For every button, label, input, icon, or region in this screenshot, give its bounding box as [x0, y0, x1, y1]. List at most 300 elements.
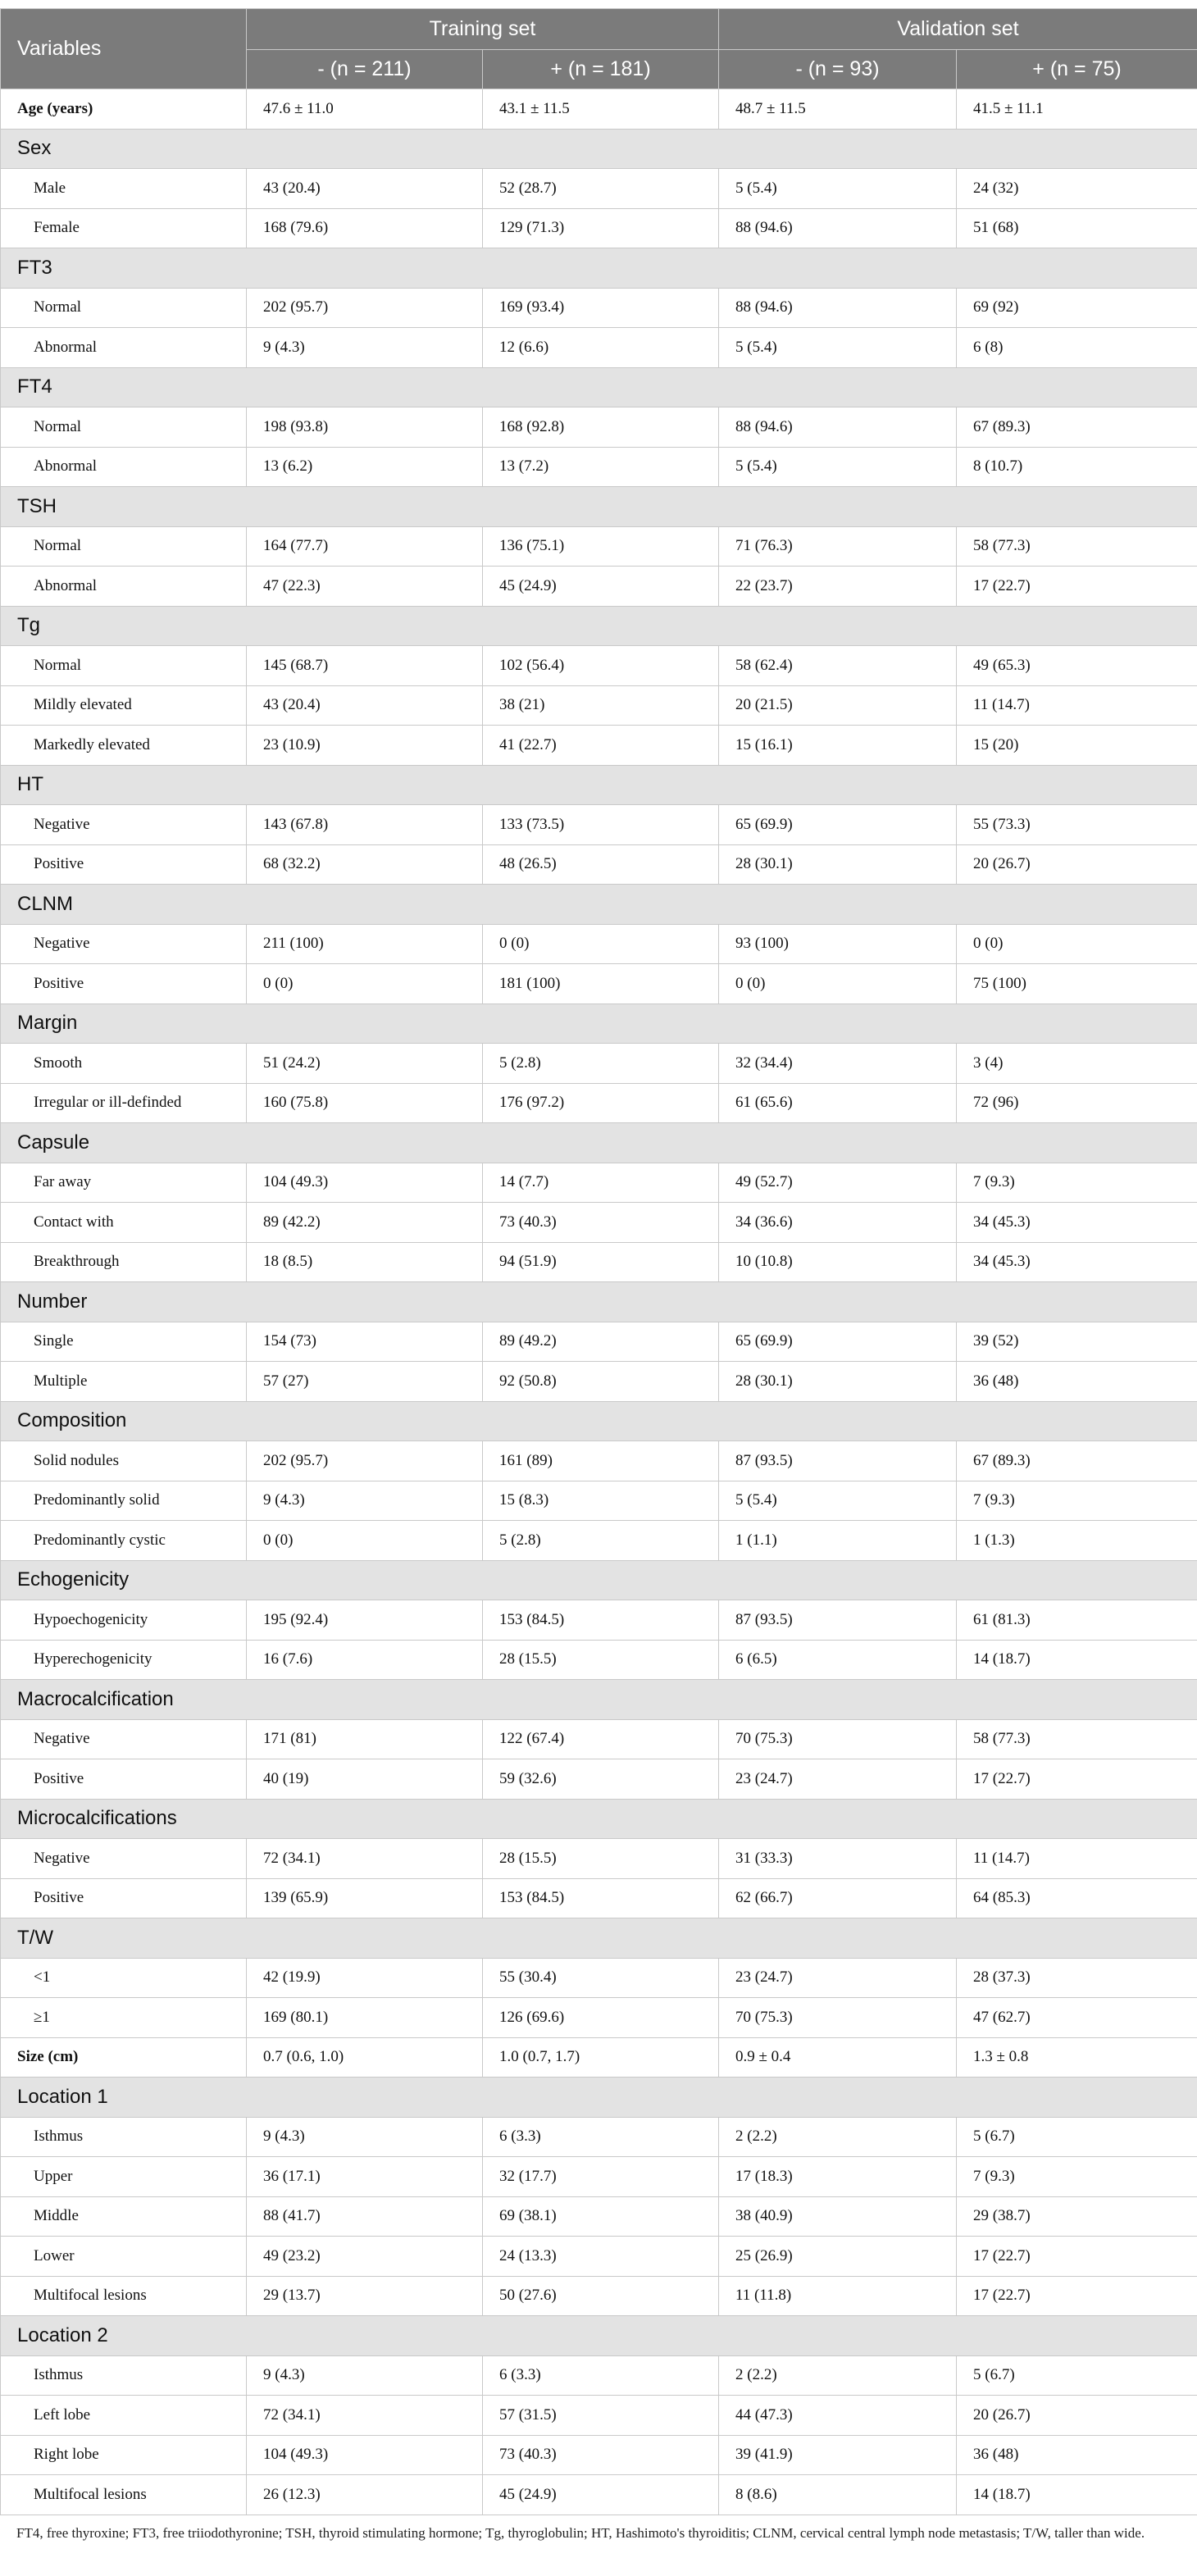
value-cell: 87 (93.5): [719, 1600, 957, 1641]
section-header-row: [1, 367, 1197, 407]
row-label: Female: [1, 208, 247, 248]
section-label: HT: [1, 765, 1197, 805]
value-cell: 26 (12.3): [247, 2475, 483, 2515]
section-label: Location 1: [1, 2078, 1197, 2118]
section-header-row: [1, 885, 1197, 925]
row-label: <1: [1, 1958, 247, 1998]
table-row: [1, 1878, 1197, 1918]
value-cell: 49 (52.7): [719, 1163, 957, 1203]
table-header-row: [1, 9, 1197, 50]
section-header-row: [1, 248, 1197, 289]
value-cell: 20 (26.7): [957, 2396, 1197, 2436]
value-cell: 69 (38.1): [483, 2196, 719, 2237]
row-label: Markedly elevated: [1, 726, 247, 766]
value-cell: 62 (66.7): [719, 1878, 957, 1918]
value-cell: 36 (48): [957, 2435, 1197, 2475]
table-row: [1, 1362, 1197, 1402]
value-cell: 5 (5.4): [719, 328, 957, 368]
value-cell: 69 (92): [957, 288, 1197, 328]
value-cell: 168 (79.6): [247, 208, 483, 248]
value-cell: 202 (95.7): [247, 1441, 483, 1481]
value-cell: 6 (6.5): [719, 1640, 957, 1680]
section-label: Capsule: [1, 1123, 1197, 1163]
value-cell: 70 (75.3): [719, 1998, 957, 2038]
table-row: [1, 567, 1197, 607]
value-cell: 28 (30.1): [719, 844, 957, 885]
value-cell: 17 (18.3): [719, 2157, 957, 2197]
training-set-header: Training set: [247, 9, 719, 50]
baseline-characteristics-table: [0, 8, 1197, 2515]
value-cell: 32 (17.7): [483, 2157, 719, 2197]
value-cell: 71 (76.3): [719, 526, 957, 567]
value-cell: 154 (73): [247, 1322, 483, 1362]
value-cell: 8 (10.7): [957, 447, 1197, 487]
value-cell: 38 (21): [483, 685, 719, 726]
value-cell: 202 (95.7): [247, 288, 483, 328]
table-row: [1, 805, 1197, 845]
value-cell: 14 (7.7): [483, 1163, 719, 1203]
row-label: Hypoechogenicity: [1, 1600, 247, 1641]
value-cell: 41.5 ± 11.1: [957, 89, 1197, 130]
row-label: Left lobe: [1, 2396, 247, 2436]
table-row: [1, 2196, 1197, 2237]
value-cell: 168 (92.8): [483, 407, 719, 448]
training-negative-header: - (n = 211): [247, 50, 483, 89]
value-cell: 39 (52): [957, 1322, 1197, 1362]
value-cell: 8 (8.6): [719, 2475, 957, 2515]
row-label: Mildly elevated: [1, 685, 247, 726]
value-cell: 143 (67.8): [247, 805, 483, 845]
row-label: Smooth: [1, 1044, 247, 1084]
table-row: [1, 89, 1197, 130]
table-container: [0, 8, 1197, 2542]
section-label: Macrocalcification: [1, 1680, 1197, 1720]
table-row: [1, 1600, 1197, 1641]
value-cell: 17 (22.7): [957, 2276, 1197, 2316]
value-cell: 34 (36.6): [719, 1203, 957, 1243]
table-row: [1, 1481, 1197, 1521]
value-cell: 44 (47.3): [719, 2396, 957, 2436]
value-cell: 0.9 ± 0.4: [719, 2037, 957, 2078]
section-label: Sex: [1, 129, 1197, 169]
row-label: Multiple: [1, 1362, 247, 1402]
value-cell: 88 (94.6): [719, 407, 957, 448]
value-cell: 17 (22.7): [957, 1759, 1197, 1800]
table-row: [1, 1958, 1197, 1998]
table-footnote: FT4, free thyroxine; FT3, free triiodothyronine; TSH, thyroid stimulating hormone; Tg, thyroglobulin; HT, Hashimoto's thyroiditis; CLNM, cervical central lymph node metastasis; T/W, taller than wide.: [16, 2524, 1145, 2541]
row-label: Lower: [1, 2237, 247, 2277]
row-label: Irregular or ill-definded: [1, 1083, 247, 1123]
row-label: Negative: [1, 924, 247, 964]
row-label: Far away: [1, 1163, 247, 1203]
section-label: Echogenicity: [1, 1560, 1197, 1600]
section-header-row: [1, 129, 1197, 169]
table-row: [1, 1242, 1197, 1282]
value-cell: 24 (32): [957, 169, 1197, 209]
value-cell: 20 (21.5): [719, 685, 957, 726]
value-cell: 136 (75.1): [483, 526, 719, 567]
value-cell: 16 (7.6): [247, 1640, 483, 1680]
value-cell: 47 (22.3): [247, 567, 483, 607]
value-cell: 3 (4): [957, 1044, 1197, 1084]
value-cell: 181 (100): [483, 964, 719, 1004]
table-row: [1, 2157, 1197, 2197]
row-label: Negative: [1, 1719, 247, 1759]
value-cell: 13 (7.2): [483, 447, 719, 487]
value-cell: 40 (19): [247, 1759, 483, 1800]
value-cell: 67 (89.3): [957, 407, 1197, 448]
row-label: Multifocal lesions: [1, 2276, 247, 2316]
value-cell: 88 (94.6): [719, 288, 957, 328]
section-header-row: [1, 1799, 1197, 1839]
row-label: Size (cm): [1, 2037, 247, 2078]
table-row: [1, 1203, 1197, 1243]
table-row: [1, 1163, 1197, 1203]
table-row: [1, 2276, 1197, 2316]
value-cell: 48.7 ± 11.5: [719, 89, 957, 130]
value-cell: 1.3 ± 0.8: [957, 2037, 1197, 2078]
value-cell: 11 (11.8): [719, 2276, 957, 2316]
value-cell: 55 (73.3): [957, 805, 1197, 845]
row-label: Abnormal: [1, 328, 247, 368]
value-cell: 73 (40.3): [483, 2435, 719, 2475]
value-cell: 11 (14.7): [957, 685, 1197, 726]
value-cell: 92 (50.8): [483, 1362, 719, 1402]
row-label: Positive: [1, 1878, 247, 1918]
value-cell: 25 (26.9): [719, 2237, 957, 2277]
section-header-row: [1, 1004, 1197, 1044]
value-cell: 10 (10.8): [719, 1242, 957, 1282]
table-row: [1, 924, 1197, 964]
table-row: [1, 407, 1197, 448]
value-cell: 9 (4.3): [247, 328, 483, 368]
table-row: [1, 1322, 1197, 1362]
value-cell: 2 (2.2): [719, 2355, 957, 2396]
value-cell: 195 (92.4): [247, 1600, 483, 1641]
value-cell: 32 (34.4): [719, 1044, 957, 1084]
value-cell: 45 (24.9): [483, 567, 719, 607]
value-cell: 0 (0): [483, 924, 719, 964]
section-header-row: [1, 1401, 1197, 1441]
value-cell: 39 (41.9): [719, 2435, 957, 2475]
value-cell: 29 (38.7): [957, 2196, 1197, 2237]
row-label: Abnormal: [1, 447, 247, 487]
value-cell: 14 (18.7): [957, 1640, 1197, 1680]
value-cell: 73 (40.3): [483, 1203, 719, 1243]
row-label: Predominantly solid: [1, 1481, 247, 1521]
value-cell: 28 (37.3): [957, 1958, 1197, 1998]
row-label: ≥1: [1, 1998, 247, 2038]
table-row: [1, 208, 1197, 248]
value-cell: 7 (9.3): [957, 1163, 1197, 1203]
row-label: Negative: [1, 805, 247, 845]
table-row: [1, 2396, 1197, 2436]
value-cell: 6 (8): [957, 328, 1197, 368]
row-label: Multifocal lesions: [1, 2475, 247, 2515]
value-cell: 153 (84.5): [483, 1600, 719, 1641]
value-cell: 18 (8.5): [247, 1242, 483, 1282]
value-cell: 49 (23.2): [247, 2237, 483, 2277]
value-cell: 5 (5.4): [719, 1481, 957, 1521]
value-cell: 0 (0): [247, 1521, 483, 1561]
row-label: Male: [1, 169, 247, 209]
table-row: [1, 1719, 1197, 1759]
value-cell: 48 (26.5): [483, 844, 719, 885]
value-cell: 51 (24.2): [247, 1044, 483, 1084]
value-cell: 22 (23.7): [719, 567, 957, 607]
table-row: [1, 1441, 1197, 1481]
row-label: Single: [1, 1322, 247, 1362]
value-cell: 23 (24.7): [719, 1958, 957, 1998]
section-header-row: [1, 1560, 1197, 1600]
value-cell: 17 (22.7): [957, 567, 1197, 607]
value-cell: 20 (26.7): [957, 844, 1197, 885]
value-cell: 36 (17.1): [247, 2157, 483, 2197]
value-cell: 7 (9.3): [957, 1481, 1197, 1521]
value-cell: 75 (100): [957, 964, 1197, 1004]
value-cell: 72 (34.1): [247, 2396, 483, 2436]
value-cell: 126 (69.6): [483, 1998, 719, 2038]
table-row: [1, 2037, 1197, 2078]
variables-header: Variables: [1, 9, 247, 89]
table-row: [1, 685, 1197, 726]
value-cell: 42 (19.9): [247, 1958, 483, 1998]
value-cell: 145 (68.7): [247, 646, 483, 686]
value-cell: 72 (96): [957, 1083, 1197, 1123]
value-cell: 88 (41.7): [247, 2196, 483, 2237]
value-cell: 5 (2.8): [483, 1521, 719, 1561]
value-cell: 122 (67.4): [483, 1719, 719, 1759]
value-cell: 58 (77.3): [957, 1719, 1197, 1759]
section-label: Number: [1, 1282, 1197, 1322]
value-cell: 5 (6.7): [957, 2355, 1197, 2396]
row-label: Age (years): [1, 89, 247, 130]
row-label: Predominantly cystic: [1, 1521, 247, 1561]
value-cell: 68 (32.2): [247, 844, 483, 885]
value-cell: 47.6 ± 11.0: [247, 89, 483, 130]
value-cell: 52 (28.7): [483, 169, 719, 209]
value-cell: 43 (20.4): [247, 685, 483, 726]
value-cell: 6 (3.3): [483, 2117, 719, 2157]
value-cell: 58 (62.4): [719, 646, 957, 686]
value-cell: 161 (89): [483, 1441, 719, 1481]
value-cell: 139 (65.9): [247, 1878, 483, 1918]
table-row: [1, 726, 1197, 766]
value-cell: 1.0 (0.7, 1.7): [483, 2037, 719, 2078]
section-header-row: [1, 765, 1197, 805]
row-label: Positive: [1, 1759, 247, 1800]
value-cell: 55 (30.4): [483, 1958, 719, 1998]
value-cell: 0.7 (0.6, 1.0): [247, 2037, 483, 2078]
training-positive-header: + (n = 181): [483, 50, 719, 89]
value-cell: 57 (31.5): [483, 2396, 719, 2436]
row-label: Normal: [1, 288, 247, 328]
value-cell: 49 (65.3): [957, 646, 1197, 686]
row-label: Right lobe: [1, 2435, 247, 2475]
row-label: Abnormal: [1, 567, 247, 607]
value-cell: 5 (5.4): [719, 447, 957, 487]
value-cell: 169 (80.1): [247, 1998, 483, 2038]
section-header-row: [1, 2078, 1197, 2118]
value-cell: 61 (81.3): [957, 1600, 1197, 1641]
value-cell: 38 (40.9): [719, 2196, 957, 2237]
value-cell: 9 (4.3): [247, 2355, 483, 2396]
value-cell: 5 (6.7): [957, 2117, 1197, 2157]
table-row: [1, 2117, 1197, 2157]
section-header-row: [1, 606, 1197, 646]
validation-negative-header: - (n = 93): [719, 50, 957, 89]
row-label: Negative: [1, 1839, 247, 1879]
row-label: Isthmus: [1, 2117, 247, 2157]
value-cell: 28 (30.1): [719, 1362, 957, 1402]
table-row: [1, 328, 1197, 368]
value-cell: 89 (49.2): [483, 1322, 719, 1362]
section-label: Margin: [1, 1004, 1197, 1044]
value-cell: 13 (6.2): [247, 447, 483, 487]
table-row: [1, 1521, 1197, 1561]
row-label: Upper: [1, 2157, 247, 2197]
value-cell: 31 (33.3): [719, 1839, 957, 1879]
table-row: [1, 844, 1197, 885]
section-label: FT3: [1, 248, 1197, 289]
value-cell: 67 (89.3): [957, 1441, 1197, 1481]
value-cell: 1 (1.1): [719, 1521, 957, 1561]
section-header-row: [1, 487, 1197, 527]
section-label: Composition: [1, 1401, 1197, 1441]
section-label: Tg: [1, 606, 1197, 646]
value-cell: 34 (45.3): [957, 1242, 1197, 1282]
value-cell: 5 (5.4): [719, 169, 957, 209]
value-cell: 28 (15.5): [483, 1640, 719, 1680]
value-cell: 12 (6.6): [483, 328, 719, 368]
table-row: [1, 1998, 1197, 2038]
section-label: T/W: [1, 1918, 1197, 1959]
value-cell: 61 (65.6): [719, 1083, 957, 1123]
value-cell: 15 (16.1): [719, 726, 957, 766]
row-label: Positive: [1, 964, 247, 1004]
value-cell: 72 (34.1): [247, 1839, 483, 1879]
value-cell: 43 (20.4): [247, 169, 483, 209]
table-row: [1, 2237, 1197, 2277]
value-cell: 14 (18.7): [957, 2475, 1197, 2515]
validation-set-header: Validation set: [719, 9, 1197, 50]
row-label: Normal: [1, 407, 247, 448]
value-cell: 93 (100): [719, 924, 957, 964]
value-cell: 102 (56.4): [483, 646, 719, 686]
row-label: Middle: [1, 2196, 247, 2237]
value-cell: 23 (24.7): [719, 1759, 957, 1800]
section-header-row: [1, 1680, 1197, 1720]
value-cell: 65 (69.9): [719, 1322, 957, 1362]
value-cell: 50 (27.6): [483, 2276, 719, 2316]
table-row: [1, 288, 1197, 328]
row-label: Normal: [1, 646, 247, 686]
validation-positive-header: + (n = 75): [957, 50, 1197, 89]
value-cell: 133 (73.5): [483, 805, 719, 845]
row-label: Solid nodules: [1, 1441, 247, 1481]
table-row: [1, 1759, 1197, 1800]
value-cell: 15 (8.3): [483, 1481, 719, 1521]
value-cell: 9 (4.3): [247, 1481, 483, 1521]
section-header-row: [1, 2316, 1197, 2356]
value-cell: 104 (49.3): [247, 2435, 483, 2475]
value-cell: 29 (13.7): [247, 2276, 483, 2316]
value-cell: 87 (93.5): [719, 1441, 957, 1481]
table-row: [1, 526, 1197, 567]
value-cell: 23 (10.9): [247, 726, 483, 766]
value-cell: 164 (77.7): [247, 526, 483, 567]
value-cell: 171 (81): [247, 1719, 483, 1759]
value-cell: 0 (0): [719, 964, 957, 1004]
value-cell: 15 (20): [957, 726, 1197, 766]
value-cell: 45 (24.9): [483, 2475, 719, 2515]
table-row: [1, 447, 1197, 487]
section-header-row: [1, 1282, 1197, 1322]
section-label: Microcalcifications: [1, 1799, 1197, 1839]
value-cell: 160 (75.8): [247, 1083, 483, 1123]
value-cell: 17 (22.7): [957, 2237, 1197, 2277]
value-cell: 28 (15.5): [483, 1839, 719, 1879]
table-row: [1, 1044, 1197, 1084]
table-row: [1, 1640, 1197, 1680]
value-cell: 47 (62.7): [957, 1998, 1197, 2038]
value-cell: 0 (0): [247, 964, 483, 1004]
row-label: Positive: [1, 844, 247, 885]
value-cell: 129 (71.3): [483, 208, 719, 248]
value-cell: 169 (93.4): [483, 288, 719, 328]
value-cell: 43.1 ± 11.5: [483, 89, 719, 130]
table-row: [1, 2435, 1197, 2475]
section-label: FT4: [1, 367, 1197, 407]
value-cell: 57 (27): [247, 1362, 483, 1402]
value-cell: 70 (75.3): [719, 1719, 957, 1759]
value-cell: 153 (84.5): [483, 1878, 719, 1918]
table-body: [1, 89, 1197, 2515]
value-cell: 211 (100): [247, 924, 483, 964]
value-cell: 6 (3.3): [483, 2355, 719, 2396]
table-row: [1, 169, 1197, 209]
value-cell: 34 (45.3): [957, 1203, 1197, 1243]
value-cell: 198 (93.8): [247, 407, 483, 448]
table-row: [1, 2355, 1197, 2396]
value-cell: 58 (77.3): [957, 526, 1197, 567]
row-label: Hyperechogenicity: [1, 1640, 247, 1680]
value-cell: 64 (85.3): [957, 1878, 1197, 1918]
value-cell: 176 (97.2): [483, 1083, 719, 1123]
value-cell: 89 (42.2): [247, 1203, 483, 1243]
section-label: Location 2: [1, 2316, 1197, 2356]
value-cell: 59 (32.6): [483, 1759, 719, 1800]
value-cell: 104 (49.3): [247, 1163, 483, 1203]
table-row: [1, 1083, 1197, 1123]
table-row: [1, 2475, 1197, 2515]
value-cell: 41 (22.7): [483, 726, 719, 766]
value-cell: 51 (68): [957, 208, 1197, 248]
section-label: TSH: [1, 487, 1197, 527]
row-label: Breakthrough: [1, 1242, 247, 1282]
value-cell: 9 (4.3): [247, 2117, 483, 2157]
value-cell: 11 (14.7): [957, 1839, 1197, 1879]
value-cell: 5 (2.8): [483, 1044, 719, 1084]
value-cell: 2 (2.2): [719, 2117, 957, 2157]
value-cell: 0 (0): [957, 924, 1197, 964]
row-label: Contact with: [1, 1203, 247, 1243]
section-header-row: [1, 1123, 1197, 1163]
row-label: Normal: [1, 526, 247, 567]
section-header-row: [1, 1918, 1197, 1959]
section-label: CLNM: [1, 885, 1197, 925]
table-row: [1, 964, 1197, 1004]
